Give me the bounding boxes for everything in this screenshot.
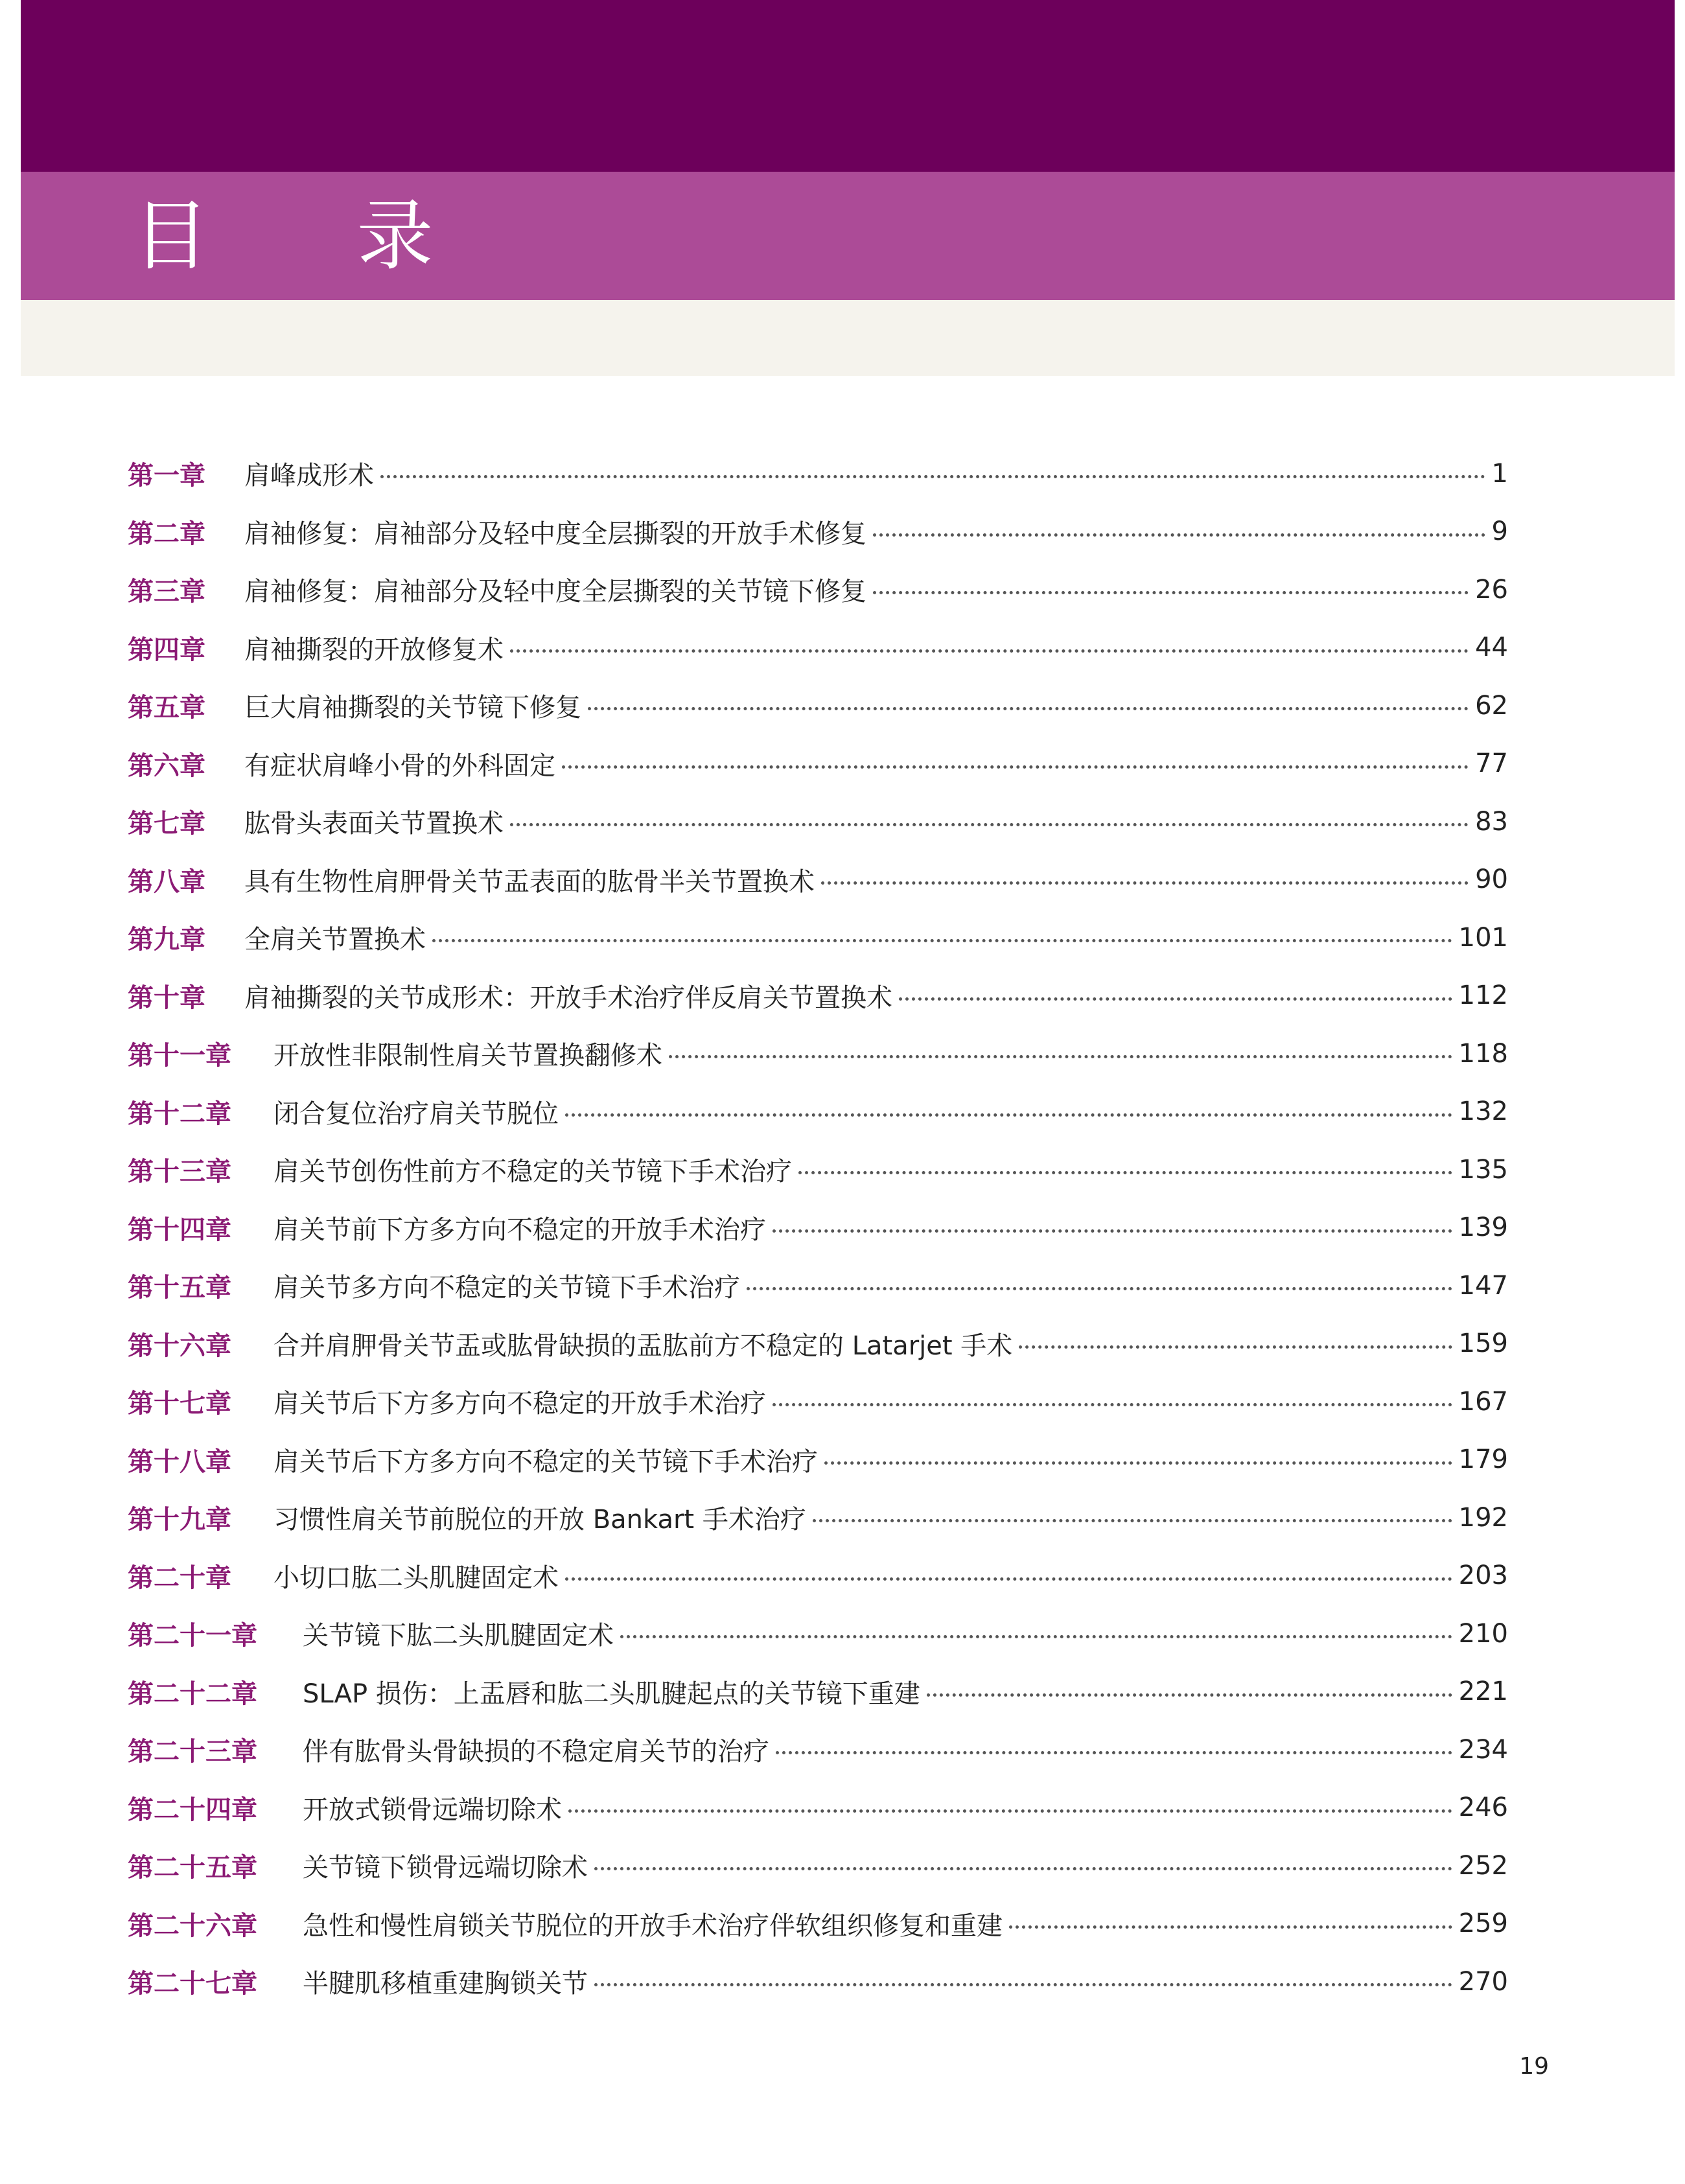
dot-leader xyxy=(510,649,1469,653)
dot-leader xyxy=(380,475,1485,478)
toc-title: 肱骨头表面关节置换术 xyxy=(244,809,504,839)
toc-page-number: 159 xyxy=(1458,1329,1508,1359)
toc-page-number: 139 xyxy=(1458,1213,1508,1243)
dot-leader xyxy=(669,1055,1452,1058)
toc-title: 急性和慢性肩锁关节脱位的开放手术治疗伴软组织修复和重建 xyxy=(303,1911,1003,1941)
toc-title: 肩关节多方向不稳定的关节镜下手术治疗 xyxy=(273,1273,740,1303)
toc-entry[interactable] xyxy=(128,735,1508,793)
dot-leader xyxy=(873,533,1485,537)
toc-entry[interactable] xyxy=(128,1953,1508,2011)
dot-leader xyxy=(620,1635,1452,1638)
toc-chapter-label: 第十五章 xyxy=(128,1273,231,1303)
toc-page-number: 210 xyxy=(1458,1618,1508,1649)
toc-entry[interactable] xyxy=(128,1489,1508,1547)
dot-leader xyxy=(773,1229,1452,1233)
toc-chapter-label: 第十一章 xyxy=(128,1041,231,1071)
header-dark-band xyxy=(21,0,1675,172)
dot-leader xyxy=(927,1693,1452,1697)
toc-chapter-label: 第二章 xyxy=(128,518,205,549)
toc-title: 关节镜下肱二头肌腱固定术 xyxy=(303,1621,614,1651)
toc-chapter-label: 第五章 xyxy=(128,693,205,723)
toc-entry[interactable] xyxy=(128,793,1508,851)
toc-chapter-label: 第二十三章 xyxy=(128,1737,257,1767)
toc-title: 肩关节前下方多方向不稳定的开放手术治疗 xyxy=(273,1214,766,1245)
toc-chapter-label: 第四章 xyxy=(128,634,205,665)
toc-page-number: 1 xyxy=(1491,458,1508,489)
dot-leader xyxy=(813,1519,1452,1522)
toc-title: 开放性非限制性肩关节置换翻修术 xyxy=(273,1041,662,1071)
toc-page-number: 167 xyxy=(1458,1386,1508,1417)
toc-entry[interactable] xyxy=(128,851,1508,909)
toc-page-number: 192 xyxy=(1458,1502,1508,1533)
dot-leader xyxy=(821,881,1469,885)
toc-title: 肩关节创伤性前方不稳定的关节镜下手术治疗 xyxy=(273,1157,792,1187)
toc-page-number: 101 xyxy=(1458,922,1508,953)
toc-page-number: 83 xyxy=(1475,806,1508,837)
toc-entry[interactable] xyxy=(128,1373,1508,1431)
toc-entry[interactable] xyxy=(128,1663,1508,1721)
dot-leader xyxy=(588,707,1469,710)
toc-entry[interactable] xyxy=(128,1141,1508,1199)
header-light-band xyxy=(21,300,1675,376)
toc-chapter-label: 第三章 xyxy=(128,577,205,607)
toc-page-number: 221 xyxy=(1458,1677,1508,1707)
dot-leader xyxy=(798,1171,1452,1174)
toc-title: 肩关节后下方多方向不稳定的开放手术治疗 xyxy=(273,1389,766,1419)
toc-title: 小切口肱二头肌腱固定术 xyxy=(273,1562,559,1593)
toc-chapter-label: 第二十二章 xyxy=(128,1679,257,1709)
toc-title: SLAP 损伤：上盂唇和肱二头肌腱起点的关节镜下重建 xyxy=(303,1679,920,1709)
toc-entry[interactable] xyxy=(128,1895,1508,1953)
dot-leader xyxy=(1019,1345,1452,1349)
toc-chapter-label: 第十九章 xyxy=(128,1505,231,1535)
toc-chapter-label: 第六章 xyxy=(128,750,205,781)
toc-title: 肩关节后下方多方向不稳定的关节镜下手术治疗 xyxy=(273,1446,818,1477)
dot-leader xyxy=(594,1983,1452,1986)
dot-leader xyxy=(899,997,1452,1001)
toc-title: 合并肩胛骨关节盂或肱骨缺损的盂肱前方不稳定的 Latarjet 手术 xyxy=(273,1330,1013,1361)
toc-chapter-label: 第八章 xyxy=(128,866,205,897)
toc-chapter-label: 第一章 xyxy=(128,461,205,491)
toc-title: 开放式锁骨远端切除术 xyxy=(303,1795,562,1825)
dot-leader xyxy=(562,765,1469,769)
toc-page-number: 270 xyxy=(1458,1966,1508,1997)
toc-entry[interactable] xyxy=(128,1025,1508,1083)
toc-page-number: 112 xyxy=(1458,981,1508,1011)
dot-leader xyxy=(594,1867,1452,1870)
toc-page-number: 77 xyxy=(1475,749,1508,779)
toc-page-number: 147 xyxy=(1458,1270,1508,1301)
toc-chapter-label: 第二十六章 xyxy=(128,1911,257,1941)
toc-title: 肩袖撕裂的开放修复术 xyxy=(244,634,504,665)
toc-page-number: 203 xyxy=(1458,1561,1508,1591)
toc-page-number: 234 xyxy=(1458,1734,1508,1765)
dot-leader xyxy=(824,1461,1452,1465)
toc-title: 伴有肱骨头骨缺损的不稳定肩关节的治疗 xyxy=(303,1737,769,1767)
toc-title: 习惯性肩关节前脱位的开放 Bankart 手术治疗 xyxy=(273,1505,806,1535)
toc-page-number: 118 xyxy=(1458,1038,1508,1069)
toc-title: 具有生物性肩胛骨关节盂表面的肱骨半关节置换术 xyxy=(244,866,815,897)
dot-leader xyxy=(873,591,1469,594)
dot-leader xyxy=(747,1287,1452,1290)
toc-page-number: 62 xyxy=(1475,690,1508,721)
toc-title: 闭合复位治疗肩关节脱位 xyxy=(273,1098,559,1129)
toc-entry[interactable] xyxy=(128,503,1508,561)
dot-leader xyxy=(432,939,1452,942)
toc-entry[interactable] xyxy=(128,677,1508,735)
dot-leader xyxy=(568,1809,1452,1813)
toc-entry[interactable] xyxy=(128,1837,1508,1895)
toc-title: 半腱肌移植重建胸锁关节 xyxy=(303,1969,588,1999)
toc-chapter-label: 第十二章 xyxy=(128,1098,231,1129)
toc-chapter-label: 第十八章 xyxy=(128,1446,231,1477)
toc-chapter-label: 第十七章 xyxy=(128,1389,231,1419)
toc-page-number: 259 xyxy=(1458,1909,1508,1939)
dot-leader xyxy=(776,1751,1452,1754)
toc-entry[interactable] xyxy=(128,445,1508,503)
toc-entry[interactable] xyxy=(128,561,1508,619)
toc-entry[interactable] xyxy=(128,909,1508,967)
dot-leader xyxy=(773,1403,1452,1406)
toc-chapter-label: 第二十章 xyxy=(128,1562,231,1593)
toc-page-number: 26 xyxy=(1475,574,1508,605)
toc-title: 关节镜下锁骨远端切除术 xyxy=(303,1853,588,1883)
toc-title: 有症状肩峰小骨的外科固定 xyxy=(244,750,555,781)
toc-entry[interactable] xyxy=(128,1779,1508,1837)
toc-entry[interactable] xyxy=(128,1721,1508,1779)
toc-entry[interactable] xyxy=(128,1431,1508,1489)
toc-chapter-label: 第十六章 xyxy=(128,1330,231,1361)
table-of-contents xyxy=(128,445,1508,2011)
toc-title: 肩袖撕裂的关节成形术：开放手术治疗伴反肩关节置换术 xyxy=(244,982,892,1013)
dot-leader xyxy=(565,1113,1452,1117)
toc-page-number: 135 xyxy=(1458,1154,1508,1185)
toc-chapter-label: 第十四章 xyxy=(128,1214,231,1245)
toc-title: 肩袖修复：肩袖部分及轻中度全层撕裂的开放手术修复 xyxy=(244,518,866,549)
toc-page-number: 132 xyxy=(1458,1097,1508,1127)
toc-chapter-label: 第二十四章 xyxy=(128,1795,257,1825)
toc-page-number: 9 xyxy=(1491,517,1508,547)
toc-title: 肩峰成形术 xyxy=(244,461,374,491)
toc-entry[interactable] xyxy=(128,1547,1508,1605)
toc-title: 全肩关节置换术 xyxy=(244,925,426,955)
toc-chapter-label: 第二十一章 xyxy=(128,1621,257,1651)
toc-page-number: 246 xyxy=(1458,1793,1508,1823)
toc-entry[interactable] xyxy=(128,1315,1508,1373)
toc-page-number: 252 xyxy=(1458,1850,1508,1881)
page-title: 目 录 xyxy=(133,191,495,281)
toc-chapter-label: 第十三章 xyxy=(128,1157,231,1187)
dot-leader xyxy=(565,1577,1452,1581)
toc-entry[interactable] xyxy=(128,1257,1508,1315)
toc-entry[interactable] xyxy=(128,967,1508,1025)
page-number: 19 xyxy=(1519,2053,1549,2080)
toc-entry[interactable] xyxy=(128,1199,1508,1257)
toc-chapter-label: 第七章 xyxy=(128,809,205,839)
toc-page-number: 44 xyxy=(1475,633,1508,663)
toc-chapter-label: 第二十五章 xyxy=(128,1853,257,1883)
dot-leader xyxy=(1009,1925,1452,1929)
toc-chapter-label: 第九章 xyxy=(128,925,205,955)
toc-title: 巨大肩袖撕裂的关节镜下修复 xyxy=(244,693,581,723)
toc-chapter-label: 第十章 xyxy=(128,982,205,1013)
toc-chapter-label: 第二十七章 xyxy=(128,1969,257,1999)
toc-entry[interactable] xyxy=(128,1605,1508,1663)
toc-page-number: 90 xyxy=(1475,865,1508,895)
toc-title: 肩袖修复：肩袖部分及轻中度全层撕裂的关节镜下修复 xyxy=(244,577,866,607)
toc-page-number: 179 xyxy=(1458,1445,1508,1475)
toc-entry[interactable] xyxy=(128,1083,1508,1141)
dot-leader xyxy=(510,823,1469,826)
toc-entry[interactable] xyxy=(128,619,1508,677)
